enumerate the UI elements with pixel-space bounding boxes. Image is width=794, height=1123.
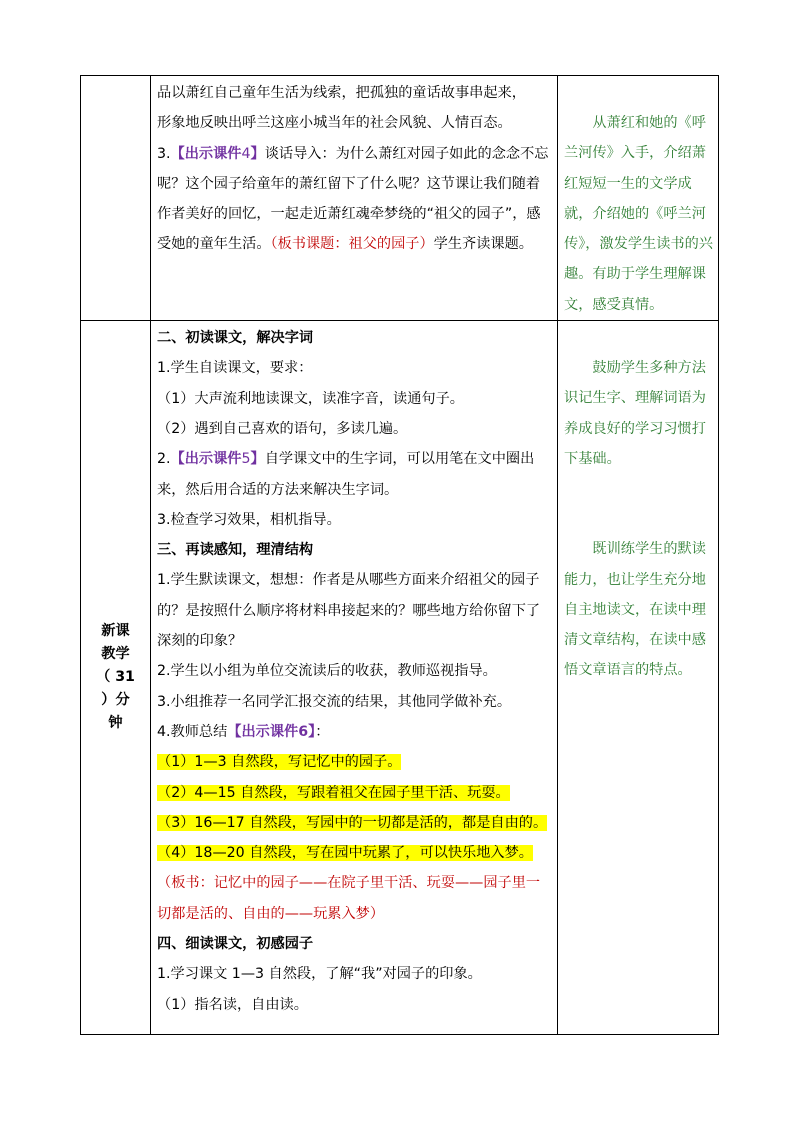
courseware-tag-6: 【出示课件6】	[227, 723, 316, 740]
step-3-end: 学生齐读课题。	[433, 236, 533, 253]
side-cell-new-lesson	[81, 321, 151, 1035]
summary-part-1-text: （1）1—3 自然段，写记忆中的园子。	[157, 754, 402, 771]
summary-part-3-text: （3）16—17 自然段，写园中的一切都是活的，都是自由的。	[157, 814, 548, 831]
intro-step-3	[157, 139, 554, 260]
summary-part-3	[157, 808, 554, 838]
courseware-tag-5-number: 5	[241, 451, 251, 468]
content-cell-new-lesson	[151, 321, 558, 1035]
courseware-tag-4-close: 】	[250, 145, 265, 162]
design-note-intro: 从萧红和她的《呼兰河传》入手，介绍萧红短短一生的文学成就，介绍她的《呼兰河传》，激发学生读书的兴趣。有助于学生理解课文，感受真情。	[564, 115, 713, 313]
task-1: 1.学生默读课文，想想：作者是从哪些方面来介绍祖父的园子的？是按照什么顺序将材料串接起来的？哪些地方给你留下了深刻的印象？	[157, 572, 541, 650]
step-2-number: 2.	[157, 451, 171, 468]
courseware-tag-4-number: 4	[241, 145, 251, 162]
section-heading-4: 四、细读课文，初感园子	[157, 936, 314, 953]
task-4-text: 4.教师总结	[157, 723, 228, 740]
intro-line-2: 形象地反映出呼兰这座小城当年的社会风貌、人情百态。	[157, 115, 512, 132]
step-2	[157, 444, 554, 505]
summary-part-2-text: （2）4—15 自然段，写跟着祖父在园子里干活、玩耍。	[157, 784, 510, 801]
task-4-end: ：	[315, 723, 330, 740]
task-4	[157, 717, 554, 747]
design-note-cell-intro	[558, 76, 719, 321]
task-2: 2.学生以小组为单位交流读后的收获，教师巡视指导。	[157, 663, 497, 680]
side-label-line-1: 新课	[101, 623, 130, 640]
board-title-note: （板书课题：祖父的园子）	[270, 236, 434, 253]
courseware-tag-4-open: 【出示课件	[170, 145, 242, 162]
study-1-a: （1）指名读，自由读。	[157, 996, 308, 1013]
lesson-plan-table	[80, 75, 719, 1035]
step-1-a: （1）大声流利地读课文，读准字音，读通句子。	[157, 390, 464, 407]
section-heading-3: 三、再读感知，理清结构	[157, 542, 314, 559]
content-cell-intro	[151, 76, 558, 321]
step-1-b: （2）遇到自己喜欢的语句，多读几遍。	[157, 420, 408, 437]
summary-part-1	[157, 747, 554, 777]
step-3-number: 3.	[157, 145, 171, 162]
courseware-tag-5-close: 】	[250, 451, 265, 468]
task-3: 3.小组推荐一名同学汇报交流的结果，其他同学做补充。	[157, 693, 512, 710]
step-2-text: 自学课文中的生字词，可以用笔在文中圈出来，然后用合适的方法来解决生字词。	[157, 451, 535, 498]
courseware-tag-5-open: 【出示课件	[170, 451, 242, 468]
summary-part-2	[157, 778, 554, 808]
intro-line-1: 品以萧红自己童年生活为线索，把孤独的童话故事串起来，	[157, 85, 526, 101]
board-structure-note: （板书：记忆中的园子——在院子里干活、玩耍——园子里一切都是活的、自由的——玩累入梦）	[157, 875, 541, 922]
table-row-new-lesson	[81, 321, 719, 1035]
side-cell-empty	[81, 76, 151, 321]
design-note-cell-new-lesson	[558, 321, 719, 1035]
step-1: 1.学生自读课文，要求：	[157, 360, 313, 377]
section-heading-2: 二、初读课文，解决字词	[157, 330, 314, 347]
step-3-text: 谈话导入：为什么萧红对园子如此的念念不忘呢？这个园子给童年的萧红留下了什么呢？这节课让我们随着作者美好的回忆，一起走近萧红魂牵梦绕的“祖父的园子”，感受她的童年生活。	[157, 145, 549, 253]
summary-part-4-text: （4）18—20 自然段，写在园中玩累了，可以快乐地入梦。	[157, 845, 533, 862]
side-label-line-2: 教学	[101, 646, 130, 663]
summary-part-4	[157, 838, 554, 868]
design-note-vocab: 鼓励学生多种方法识记生字、理解词语为养成良好的学习习惯打下基础。	[564, 360, 706, 467]
table-row-intro	[81, 76, 719, 321]
study-1: 1.学习课文 1—3 自然段，了解“我”对园子的印象。	[157, 966, 482, 983]
side-label-line-4: ）分	[101, 692, 130, 709]
step-3: 3.检查学习效果，相机指导。	[157, 511, 341, 528]
side-label-line-3: （ 31	[96, 669, 135, 686]
side-label-line-5: 钟	[108, 715, 123, 732]
design-note-structure: 既训练学生的默读能力，也让学生充分地自主地读文，在读中理清文章结构，在读中感悟文章语言的特点。	[564, 541, 706, 679]
